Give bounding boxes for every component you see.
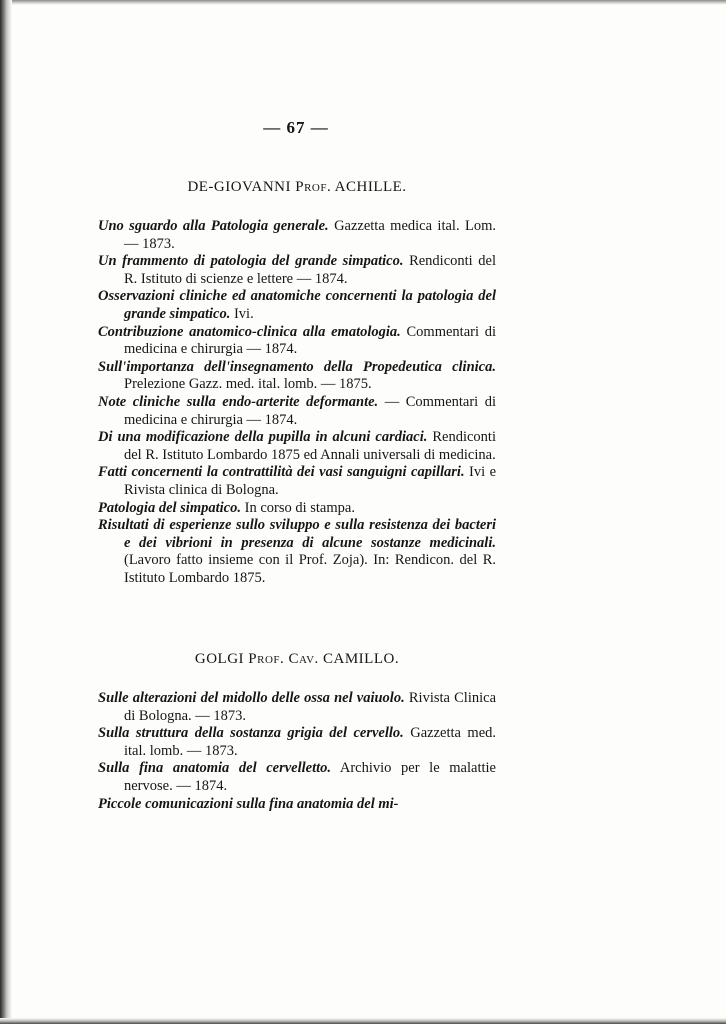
heading-title: Prof. Cav. CAMILLO. — [248, 651, 400, 667]
heading-title: Prof. ACHILLE. — [295, 179, 407, 195]
entry-title: Risultati di esperienze sullo sviluppo e sulla resistenza dei bacteri e dei vibrioni in presenza di alcune sostanze medicinali. — [98, 517, 496, 551]
entry-reference: Ivi. — [233, 305, 254, 322]
section-heading — [98, 650, 496, 668]
entry-reference: Rendiconti del R. Istituto Lombardo 1875 ed Annali universali di medicina. — [124, 429, 496, 463]
bibliography-entry — [98, 218, 496, 253]
entry-title: Sull'importanza dell'insegnamento della Propedeutica clinica. — [98, 358, 496, 375]
heading-author: DE-GIOVANNI — [187, 179, 291, 195]
bibliography-entry — [98, 464, 496, 499]
entry-title: Osservazioni cliniche ed anatomiche concernenti la patologia del grande simpatico. — [98, 288, 496, 322]
entry-title: Sulle alterazioni del midollo delle ossa nel vaiuolo. — [98, 690, 405, 706]
entry-title: Sulla fina anatomia del cervelletto. — [98, 760, 332, 777]
entry-reference: Rendiconti del R. Istituto di scienze e lettere — 1874. — [124, 253, 497, 287]
entry-reference: Archivio per le malattie nervose. — 1874. — [124, 760, 496, 794]
bibliography-entry — [98, 429, 496, 464]
scan-edge-top — [0, 0, 726, 5]
entry-title: Contribuzione anatomico-clinica alla ematologia. — [98, 323, 401, 340]
bibliography-entry — [98, 760, 496, 795]
entry-title: Fatti concernenti la contrattilità dei vasi sanguigni capillari. — [98, 464, 465, 481]
bibliography-entry — [98, 359, 496, 394]
entry-reference: In corso di stampa. — [244, 499, 355, 516]
entry-title: Un frammento di patologia del grande simpatico. — [98, 253, 404, 270]
entry-title: Note cliniche sulla endo-arterite deformante. — [98, 393, 379, 410]
entry-title: Di una modificazione della pupilla in alcuni cardiaci. — [98, 429, 428, 446]
bibliography-entry — [98, 253, 496, 288]
bibliography-section-de-giovanni — [98, 178, 496, 587]
entry-reference: Gazzetta medica ital. Lom. — 1873. — [124, 218, 496, 252]
entry-title: Piccole comunicazioni sulla fina anatomia del mi- — [98, 795, 399, 812]
entry-title: Sulla struttura della sostanza grigia del cervello. — [98, 725, 404, 742]
entry-reference: Rivista Clinica di Bologna. — 1873. — [124, 690, 497, 724]
bibliography-entry — [98, 690, 496, 725]
entry-title: Patologia del simpatico. — [98, 499, 241, 516]
entry-title: Uno sguardo alla Patologia generale. — [98, 218, 329, 234]
entry-reference: (Lavoro fatto insieme con il Prof. Zoja). In: Rendicon. del R. Istituto Lombardo 1875. — [124, 552, 496, 586]
bibliography-entry — [98, 500, 496, 518]
entry-reference: Ivi e Rivista clinica di Bologna. — [124, 464, 497, 498]
bibliography-entry — [98, 324, 496, 359]
heading-author: GOLGI — [194, 651, 245, 667]
page-number: — 67 — — [263, 118, 329, 137]
entry-reference: Prelezione Gazz. med. ital. lomb. — 1875. — [124, 376, 372, 393]
entry-reference: Commentari di medicina e chirurgia — 1874. — [124, 323, 497, 358]
bibliography-entry — [98, 517, 496, 587]
bibliography-section-golgi — [98, 650, 496, 813]
section-heading — [98, 178, 496, 196]
scan-edge-left — [0, 0, 12, 1024]
scan-edge-bottom — [0, 1018, 726, 1024]
bibliography-entry — [98, 725, 496, 760]
bibliography-entry — [98, 394, 496, 429]
bibliography-entry — [98, 288, 496, 323]
bibliography-entry — [98, 796, 496, 814]
entry-reference: — Commentari di medicina e chirurgia — 1874. — [124, 393, 496, 428]
entry-reference: Gazzetta med. ital. lomb. — 1873. — [124, 725, 496, 759]
